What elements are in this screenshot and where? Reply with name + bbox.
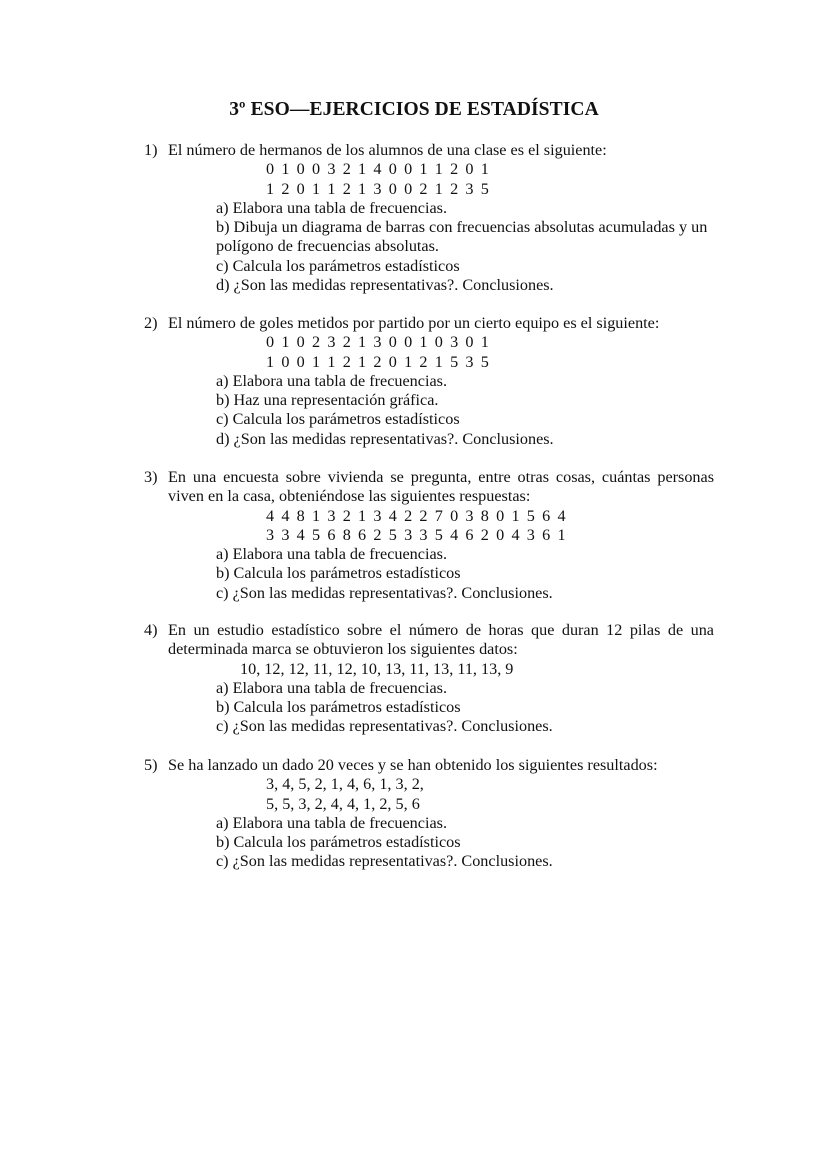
exercise-item: b) Dibuja un diagrama de barras con frecuencias absolutas acumuladas y un polígono de frecuencias absolutas.: [216, 218, 708, 256]
exercise-number: 1): [144, 141, 158, 159]
exercise-2: [144, 314, 714, 449]
exercise-item: d) ¿Son las medidas representativas?. Conclusiones.: [216, 429, 554, 448]
exercise-number: 5): [144, 756, 158, 774]
exercise-item: a) Elabora una tabla de frecuencias.: [216, 371, 447, 390]
exercise-statement: En un estudio estadístico sobre el número de horas que duran 12 pilas de una determinada marca se obtuvieron los siguientes datos:: [168, 621, 714, 659]
exercise-5: [144, 756, 714, 872]
exercise-item: a) Elabora una tabla de frecuencias.: [216, 198, 447, 217]
exercise-number: 3): [144, 468, 158, 486]
data-row: 10, 12, 12, 11, 12, 10, 13, 11, 13, 11, 13, 9: [240, 659, 514, 678]
data-row: 4 4 8 1 3 2 1 3 4 2 2 7 0 3 8 0 1 5 6 4: [266, 506, 568, 525]
exercise-item: b) Haz una representación gráfica.: [216, 391, 439, 410]
exercise-4: [144, 621, 714, 737]
exercise-item: b) Calcula los parámetros estadísticos: [216, 698, 461, 717]
exercise-statement: En una encuesta sobre vivienda se pregunta, entre otras cosas, cuántas personas viven en la casa, obteniéndose las siguientes respuestas:: [168, 468, 714, 506]
data-row: 3 3 4 5 6 8 6 2 5 3 3 5 4 6 2 0 4 3 6 1: [266, 525, 568, 544]
exercise-statement: El número de goles metidos por partido por un cierto equipo es el siguiente:: [168, 314, 660, 332]
exercise-statement: El número de hermanos de los alumnos de una clase es el siguiente:: [168, 141, 607, 159]
page-title: 3º ESO—EJERCICIOS DE ESTADÍSTICA: [229, 99, 599, 120]
exercise-item: a) Elabora una tabla de frecuencias.: [216, 545, 447, 564]
data-row: 3, 4, 5, 2, 1, 4, 6, 1, 3, 2,: [266, 775, 424, 794]
exercise-item: c) ¿Son las medidas representativas?. Conclusiones.: [216, 852, 553, 871]
data-row: 0 1 0 0 3 2 1 4 0 0 1 1 2 0 1: [266, 160, 491, 179]
exercise-item: c) ¿Son las medidas representativas?. Conclusiones.: [216, 583, 553, 602]
exercise-statement: Se ha lanzado un dado 20 veces y se han obtenido los siguientes resultados:: [168, 756, 658, 774]
exercise-item: c) Calcula los parámetros estadísticos: [216, 256, 460, 275]
data-row: 1 0 0 1 1 2 1 2 0 1 2 1 5 3 5: [266, 352, 491, 371]
exercise-item: a) Elabora una tabla de frecuencias.: [216, 813, 447, 832]
exercise-item: a) Elabora una tabla de frecuencias.: [216, 678, 447, 697]
data-row: 5, 5, 3, 2, 4, 4, 1, 2, 5, 6: [266, 794, 420, 813]
exercise-3: [144, 468, 714, 603]
exercise-item: c) Calcula los parámetros estadísticos: [216, 410, 460, 429]
data-row: 0 1 0 2 3 2 1 3 0 0 1 0 3 0 1: [266, 333, 491, 352]
exercise-item: b) Calcula los parámetros estadísticos: [216, 564, 461, 583]
exercise-number: 4): [144, 621, 158, 639]
exercise-item: d) ¿Son las medidas representativas?. Conclusiones.: [216, 276, 554, 295]
exercise-number: 2): [144, 314, 158, 332]
exercise-item: c) ¿Son las medidas representativas?. Conclusiones.: [216, 717, 553, 736]
exercise-1: [144, 141, 714, 295]
data-row: 1 2 0 1 1 2 1 3 0 0 2 1 2 3 5: [266, 179, 491, 198]
exercise-item: b) Calcula los parámetros estadísticos: [216, 833, 461, 852]
